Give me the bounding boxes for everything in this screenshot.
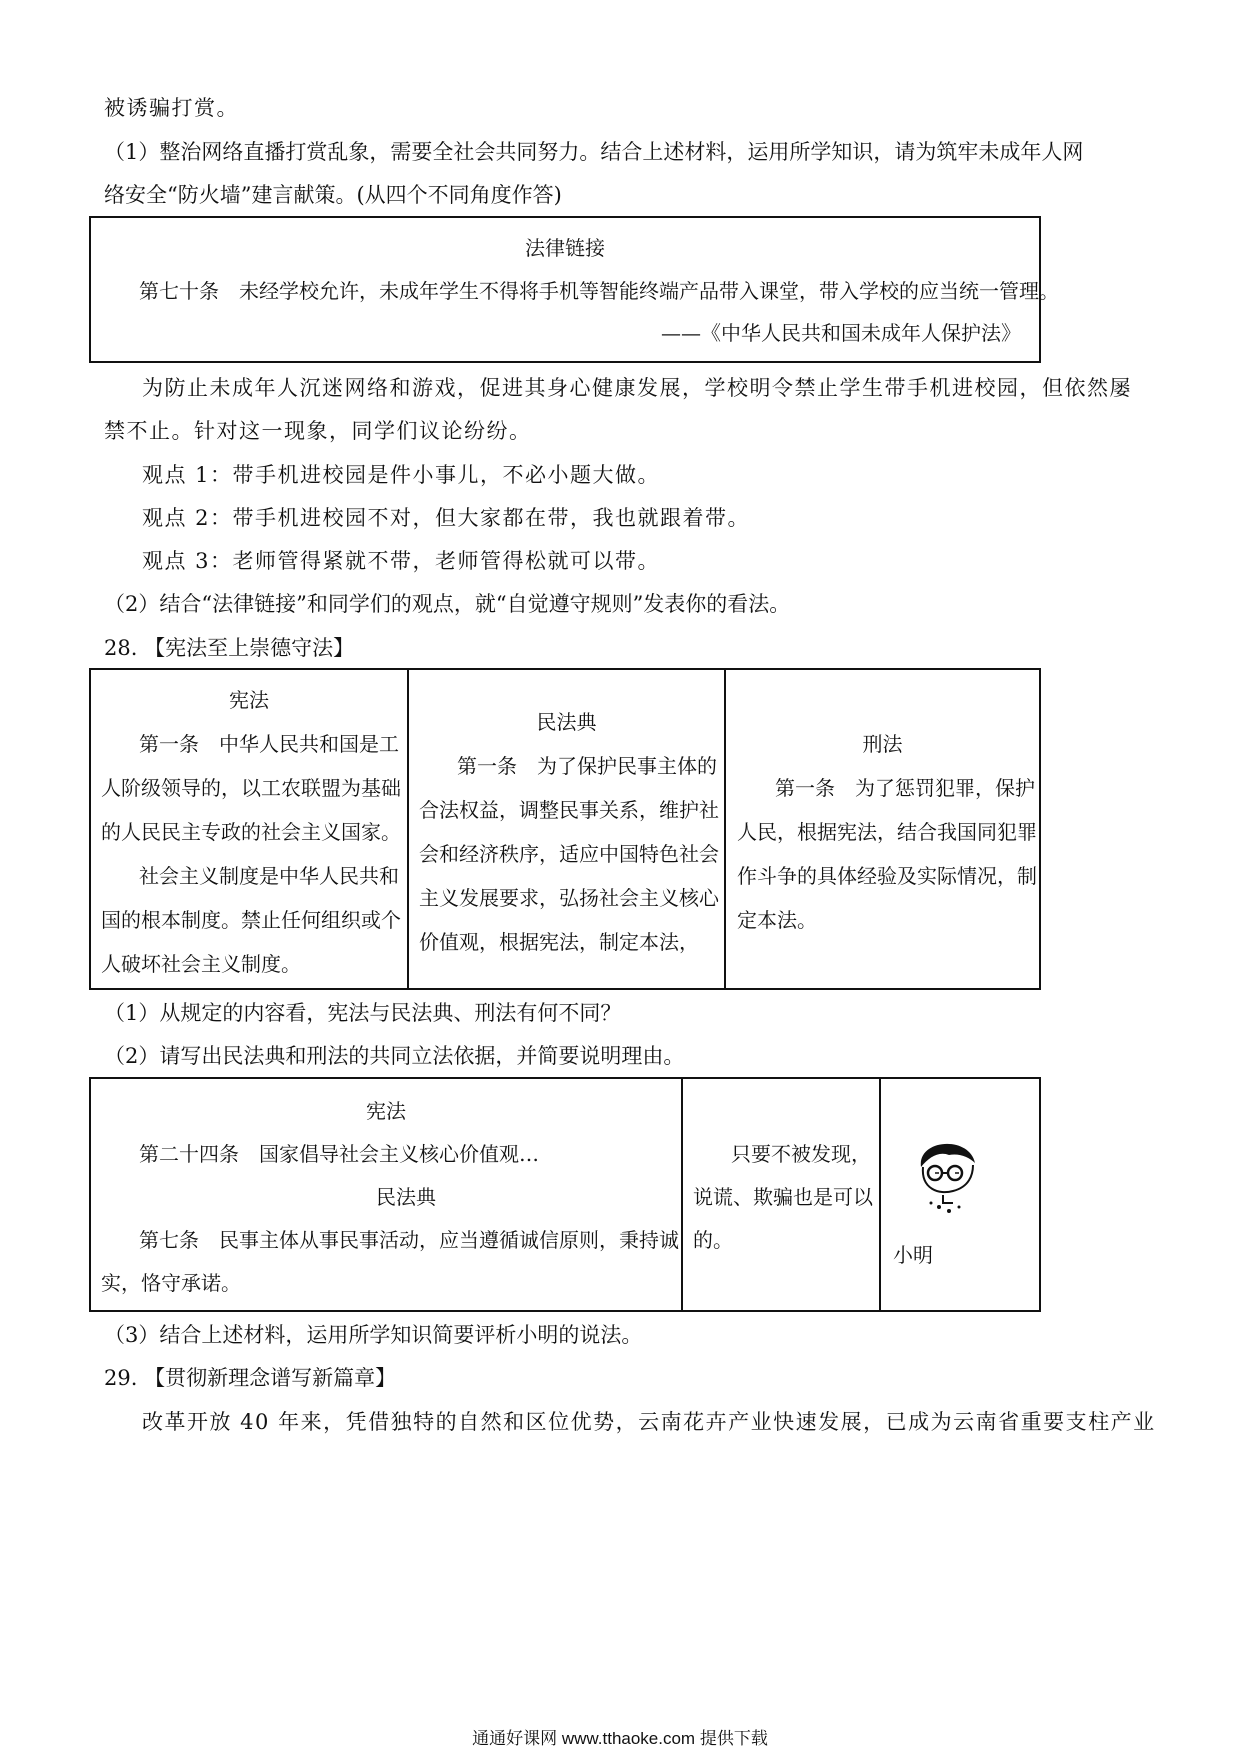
cell-title: 刑法 xyxy=(862,732,903,756)
cell-line: 第七条 民事主体从事民事活动，应当遵循诚信原则，秉持诚 xyxy=(139,1228,679,1252)
cell-line: 主义发展要求，弘扬社会主义核心 xyxy=(419,886,719,910)
cell-line: 人民，根据宪法，结合我国同犯罪 xyxy=(737,820,1037,844)
cell-title: 宪法 xyxy=(366,1099,406,1123)
cell-line: 人阶级领导的，以工农联盟为基础 xyxy=(101,776,401,800)
cell-line: 国的根本制度。禁止任何组织或个 xyxy=(101,908,401,932)
question-line: 络安全“防火墙”建言献策。(从四个不同角度作答) xyxy=(104,183,562,207)
question-heading: 29. 【贯彻新理念谱写新篇章】 xyxy=(104,1366,397,1390)
page-footer: 通通好课网 www.tthaoke.com 提供下载 xyxy=(472,1729,768,1748)
person-label: 小明 xyxy=(893,1243,933,1267)
cell-title: 民法典 xyxy=(536,710,597,734)
cell-line: 第一条 为了保护民事主体的 xyxy=(457,754,717,778)
question-line: （3）结合上述材料，运用所学知识简要评析小明的说法。 xyxy=(104,1323,643,1347)
cell-line: 第一条 中华人民共和国是工 xyxy=(139,732,399,756)
cell-line: 实，恪守承诺。 xyxy=(101,1271,241,1295)
law-link-box xyxy=(89,216,1059,363)
question-line: （2）请写出民法典和刑法的共同立法依据，并简要说明理由。 xyxy=(104,1044,685,1068)
text-line: 改革开放 40 年来，凭借独特的自然和区位优势，云南花卉产业快速发展，已成为云南省重要支柱产业 xyxy=(142,1410,1156,1434)
question-line: （1）从规定的内容看，宪法与民法典、刑法有何不同？ xyxy=(104,1001,622,1025)
cell-title: 民法典 xyxy=(376,1185,436,1209)
quote-line: 说谎、欺骗也是可以 xyxy=(693,1185,873,1209)
cell-line: 会和经济秩序，适应中国特色社会 xyxy=(419,842,719,866)
xiaoming-cartoon-icon xyxy=(899,1129,989,1219)
text-line: 禁不止。针对这一现象，同学们议论纷纷。 xyxy=(104,419,532,443)
question-line: （1）整治网络直播打赏乱象，需要全社会共同努力。结合上述材料，运用所学知识，请为筑牢未成年人网 xyxy=(104,140,1084,164)
cell-line: 作斗争的具体经验及实际情况，制 xyxy=(737,864,1037,888)
box-title: 法律链接 xyxy=(525,236,605,260)
cell-title: 宪法 xyxy=(229,688,269,712)
quote-line: 只要不被发现， xyxy=(731,1142,871,1166)
cell-line: 人破坏社会主义制度。 xyxy=(101,952,301,976)
divider xyxy=(724,670,726,988)
question-heading: 28. 【宪法至上崇德守法】 xyxy=(104,636,355,660)
cell-line: 第一条 为了惩罚犯罪，保护 xyxy=(775,776,1035,800)
text-line: 为防止未成年人沉迷网络和游戏，促进其身心健康发展，学校明令禁止学生带手机进校园，但依然屡 xyxy=(142,376,1132,400)
text-line: 被诱骗打赏。 xyxy=(104,96,239,120)
viewpoint: 观点 3：老师管得紧就不带，老师管得松就可以带。 xyxy=(142,549,661,573)
law-source: ——《中华人民共和国未成年人保护法》 xyxy=(661,321,1021,345)
law-comparison-table xyxy=(89,668,1041,990)
cell-line: 合法权益，调整民事关系，维护社 xyxy=(419,798,719,822)
quote-line: 的。 xyxy=(693,1228,733,1252)
material-table xyxy=(89,1077,1041,1312)
question-line: （2）结合“法律链接”和同学们的观点，就“自觉遵守规则”发表你的看法。 xyxy=(104,592,791,616)
viewpoint: 观点 1：带手机进校园是件小事儿，不必小题大做。 xyxy=(142,463,661,487)
cell-line: 定本法。 xyxy=(737,908,817,932)
cell-line: 价值观，根据宪法，制定本法， xyxy=(419,930,699,954)
cell-line: 第二十四条 国家倡导社会主义核心价值观… xyxy=(139,1142,539,1166)
divider xyxy=(879,1079,881,1310)
cell-line: 社会主义制度是中华人民共和 xyxy=(139,864,399,888)
cell-line: 的人民民主专政的社会主义国家。 xyxy=(101,820,401,844)
viewpoint: 观点 2：带手机进校园不对，但大家都在带，我也就跟着带。 xyxy=(142,506,751,530)
law-article: 第七十条 未经学校允许，未成年学生不得将手机等智能终端产品带入课堂，带入学校的应当统一管理。 xyxy=(139,279,1059,303)
